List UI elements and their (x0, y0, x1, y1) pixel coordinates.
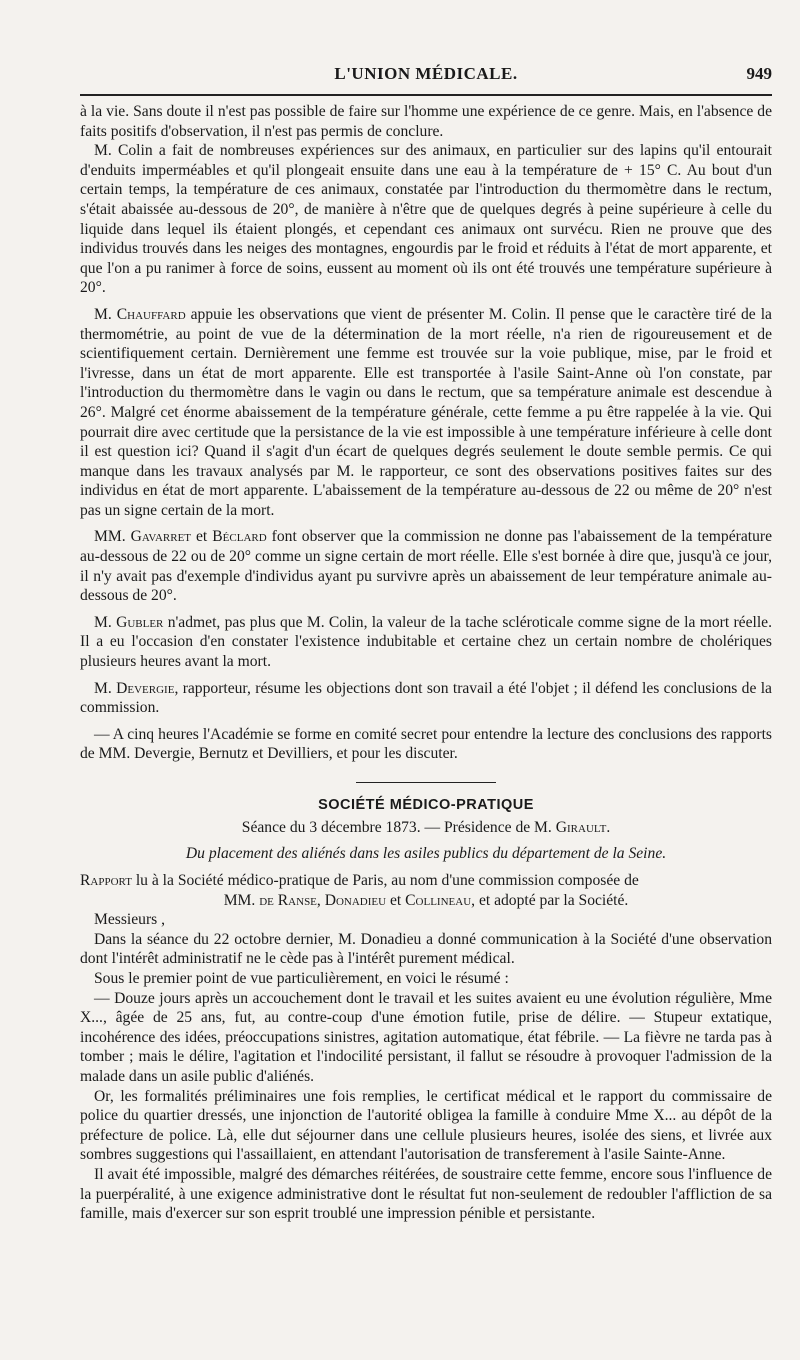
society-heading: SOCIÉTÉ MÉDICO-PRATIQUE (318, 797, 534, 813)
speaker-name: M. Chauffard (94, 305, 186, 323)
salutation: Messieurs , (94, 911, 166, 929)
section-separator (356, 782, 496, 783)
subject-title: Du placement des aliénés dans les asiles publics du département de la Seine. (185, 845, 667, 862)
speaker-name: Béclard (212, 528, 267, 546)
separator: et (386, 891, 406, 909)
paragraph-devergie (80, 679, 772, 718)
report-paragraph: Il avait été impossible, malgré des démarches réitérées, de soustraire cette femme, encore sous l'influence de la puerpéralité, à une exigence administrative dont le résultat fut non-seulement de redoubler l'affliction de sa famille, mais d'exercer sur son esprit troublé une impression pénible et persistante. (80, 1165, 772, 1223)
report-members-line (80, 891, 772, 911)
paragraph-secret-committee: — A cinq heures l'Académie se forme en comité secret pour entendre la lecture des conclusions des rapports de MM. Devergie, Bernutz et Devilliers, et pour les discuter. (80, 725, 772, 763)
paragraph-colin: M. Colin a fait de nombreuses expériences sur des animaux, en particulier sur des lapins qu'il entourait d'enduits imperméables et qu'il plongeait ensuite dans une eau à la température de + 15° C. Au bout d'un certain temps, la température de ces animaux, constatée par l'introduction du thermomètre dans le rectum, s'était abaissée au-dessous de 20°, de manière à n'être que de quelques degrés à peine supérieure à celle du liquide dans lequel ils étaient plongés, et cependant ces animaux ont survécu. Rien ne prouve que des individus trouvés dans les neiges des montagnes, engourdis par le froid et réduits à l'état de mort apparente, et que l'on a pu ranimer à force de soins, eussent au moment où ils ont été trouvés une température supérieure à 20°. (80, 142, 772, 297)
report-paragraph: Sous le premier point de vue particulièrement, en voici le résumé : (94, 969, 509, 987)
page-number: 949 (746, 64, 772, 83)
report-paragraph: — Douze jours après un accouchement dont le travail et les suites avaient eu une évolution régulière, Mme X..., âgée de 25 ans, fut, au contre-coup d'une émotion futile, prise de délire. — Stupeur extatique, incohérence des idées, préoccupations sinistres, agitation automatique, état fébrile. — La fièvre ne tarda pas à tomber ; mais le délire, l'agitation et l'indocilité persistant, il fallut se résoudre à provoquer l'admission de la malade dans un asile public d'aliénés. (80, 989, 772, 1085)
report-body (80, 910, 772, 1224)
paragraph-text: , rapporteur, résume les objections dont son travail a été l'objet ; il défend les conclusions de la commission. (80, 679, 772, 717)
conjunction: et (191, 528, 213, 546)
report-line (80, 871, 772, 891)
prefix: MM. (94, 528, 131, 546)
report-end: , et adopté par la Société. (471, 891, 629, 909)
session-end: . (606, 819, 611, 836)
academy-discussion (80, 102, 772, 764)
speaker-name: M. Gubler (94, 613, 164, 631)
separator: , (316, 891, 325, 909)
header-rule (80, 94, 772, 96)
member-name: Donadieu (324, 891, 387, 909)
speaker-name: Gavarret (130, 528, 192, 546)
session-text: Séance du 3 décembre 1873. — Présidence de M. (241, 819, 556, 836)
paragraph-gubler (80, 613, 772, 672)
paragraph-chauffard (80, 305, 772, 521)
paragraph-continuation: à la vie. Sans doute il n'est pas possible de faire sur l'homme une expérience de ce genre. Mais, en l'absence de faits positifs d'observation, il n'est pas permis de conclure. (80, 103, 772, 140)
president-name: Girault (555, 819, 607, 836)
page-header (80, 58, 772, 92)
session-line (80, 819, 772, 837)
paragraph-gavarret-beclard (80, 527, 772, 605)
report-intro (80, 871, 772, 910)
paragraph-text: font observer que la commission ne donne pas l'abaissement de la température au-dessous de 22 ou de 20° comme un signe certain de mort réelle. Elle s'est bornée à dire que, jusqu'à ce jour, il n'y avait pas d'exemple d'individus ayant pu survivre après un abaissement de leur température animale au-dessous de 20°. (80, 528, 773, 605)
paragraph-text: appuie les observations que vient de présenter M. Colin. Il pense que le caractère tiré de la thermométrie, au point de vue de la détermination de la mort réelle, n'a rien de rigoureusement et de scientifiquement certain. Dernièrement une femme est trouvée sur la voie publique, mise, par le froid et l'ivresse, dans un état de mort apparente. Elle est transportée à l'asile Saint-Anne où l'on constate, par l'introduction du thermomètre dans le vagin ou dans le rectum, que sa température animale est descendue à 26°. Malgré cet énorme abaissement de la température générale, cette femme a pu être rappelée à la vie. Qui pourrait dire avec certitude que la persistance de la vie est impossible à une température inférieure à celle dont il est question ici? Quand il s'agit d'un écart de quelques degrés seulement le doute semble permis. Ce qui manque dans les travaux analysés par M. le rapporteur, ce sont des observations positives faites sur des individus en état de mort apparente. L'abaissement de la température au-dessous de 22 ou même de 20° n'est pas un signe certain de la mort. (80, 305, 772, 519)
speaker-name: M. Devergie (94, 679, 175, 697)
running-title: L'UNION MÉDICALE. (334, 64, 518, 83)
member-name: Collineau (405, 891, 472, 909)
report-word: Rapport (80, 872, 132, 889)
member-name: de Ranse (259, 891, 317, 909)
paragraph-text: n'admet, pas plus que M. Colin, la valeur de la tache scléroticale comme signe de la mort réelle. Il a eu l'occasion d'en constater l'existence indubitable et certaine chez un certain nombre de cholériques plusieurs heures avant la mort. (80, 613, 772, 671)
members-prefix: MM. (223, 891, 260, 909)
report-text: lu à la Société médico-pratique de Paris, au nom d'une commission composée de (131, 872, 639, 889)
report-paragraph: Or, les formalités préliminaires une fois remplies, le certificat médical et le rapport du commissaire de police du quartier dressés, une injonction de l'autorité obligea la famille à conduire Mme X... au dépôt de la préfecture de police. Là, elle dut séjourner dans une cellule plusieurs heures, isolée des siens, et livrée aux sombres suggestions qui l'assaillaient, en attendant l'autorisation de transferement à l'asile Sainte-Anne. (80, 1087, 772, 1164)
report-paragraph: Dans la séance du 22 octobre dernier, M. Donadieu a donné communication à la Société d'une observation dont l'intérêt administratif ne le cède pas à l'intérêt purement médical. (80, 930, 772, 968)
